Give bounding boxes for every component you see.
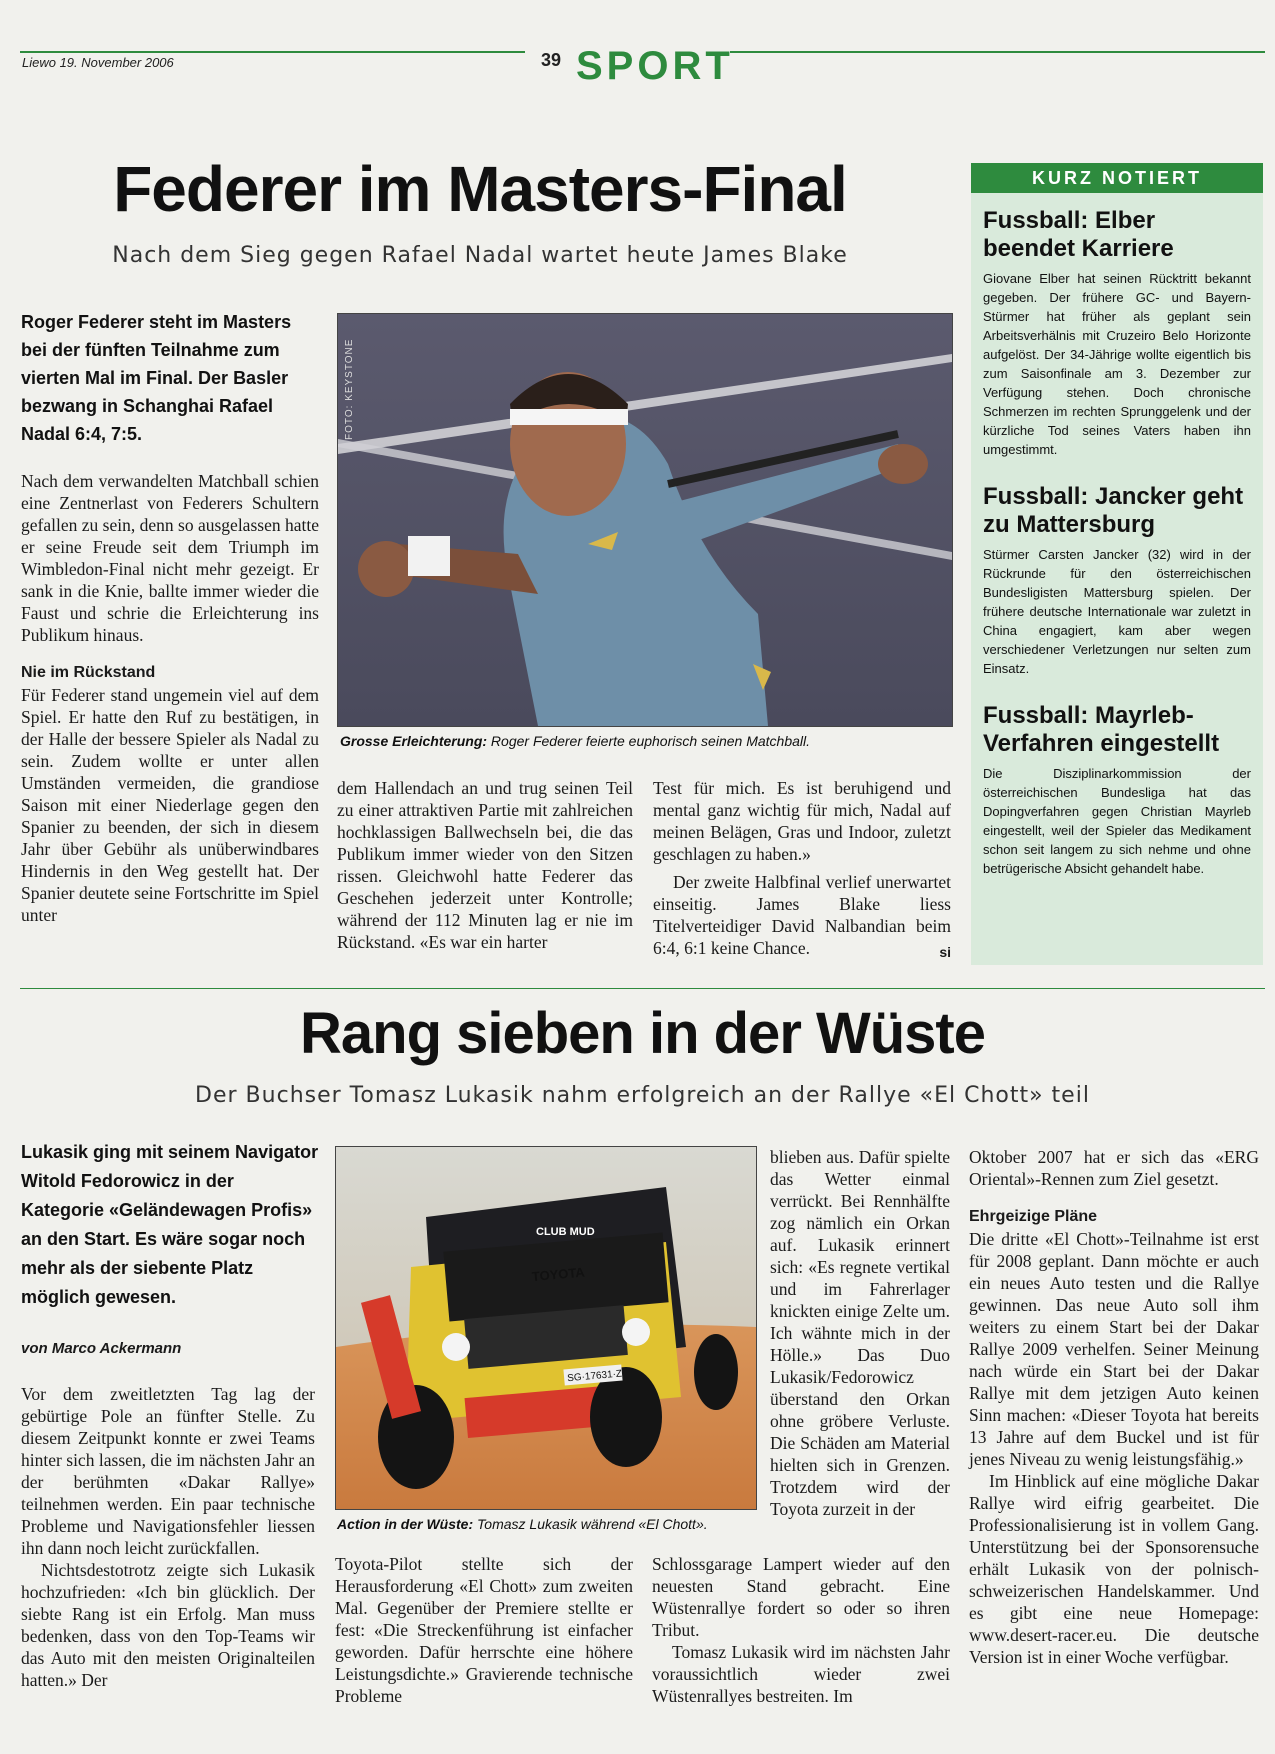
federer-photo-illustration (338, 314, 952, 726)
article2-col4-p1: Oktober 2007 hat er sich das «ERG Oriental»-Rennen zum Ziel gesetzt. (969, 1147, 1259, 1189)
car-plate: SG·17631·Z (566, 1368, 623, 1385)
sidebar-item-text: Stürmer Carsten Jancker (32) wird in der Rückrunde für den österreichischen Bundesligisten Mattersburg spielen. Der frühere deutsche Internationale war zuletzt in China engagiert, kam aber wegen verschiedener Verletzungen nur selten zum Einsatz. (983, 547, 1251, 676)
article1-col2: dem Hallendach an und trug seinen Teil zu einer attraktiven Partie mit zahlreichen hochklassigen Ballwechseln bei, die das Publikum immer wieder von den Sitzen rissen. Gleichwohl hatte Federer das Geschehen jederzeit unter Kontrolle; während der 112 Minuten lag er nie im Rückstand. «Es war ein harter (337, 778, 633, 952)
article1-lead: Roger Federer steht im Masters bei der fünften Teilnahme zum vierten Mal im Final. Der Basler bezwang in Schanghai Rafael Nadal 6:4, 7:5. (21, 312, 292, 444)
sidebar-kurz-notiert (971, 163, 1263, 965)
article2-subheading: Ehrgeizige Pläne (969, 1208, 1098, 1225)
article1-col1-p1: Nach dem verwandelten Matchball schien eine Zentnerlast von Federers Schultern gefallen zu sein, denn so ausgelassen hatte er seine Freude seit dem Triumph im Wimbledon-Final nicht mehr gezeigt. Er sank in die Knie, ballte immer wieder die Faust und schrie die Erleichterung ins Publikum hinaus. (21, 471, 319, 645)
caption-bold: Grosse Erleichterung: (340, 733, 488, 749)
rally-photo-illustration (336, 1147, 756, 1509)
issue-date: Liewo 19. November 2006 (22, 55, 174, 70)
article1-col3-p1: Test für mich. Es ist beruhigend und mental ganz wichtig für mich, Nadal auf meinen Belägen, Gras und Indoor, zuletzt geschlagen zu haben.» (653, 778, 951, 864)
sidebar-item-title: Fussball: Elber beendet Karriere (983, 207, 1174, 262)
article2-col3-bottom (652, 1553, 950, 1707)
article2-col3-p2: Tomasz Lukasik wird im nächsten Jahr voraussichtlich wieder zwei Wüstenrallyes bestreiten. Im (652, 1642, 950, 1706)
article2-col2: Toyota-Pilot stellte sich der Herausforderung «El Chott» zum zweiten Mal. Gegenüber der Premiere stellte er fest: «Die Streckenführung ist einfacher geworden. Dafür herrschte eine höhere Leistungsdichte.» Gravierende technische Probleme (335, 1554, 633, 1706)
article2-col1 (21, 1383, 315, 1691)
article2-col4-p3: Im Hinblick auf eine mögliche Dakar Rallye wird eifrig gearbeitet. Die Professionalisierung ist in vollem Gang. Unterstützung bei der Sponsorensuche erhält Lukasik von der polnisch-schweizerischen Handelskammer. Und es gibt eine neue Homepage: www.desert-racer.eu. Die deutsche Version ist in einer Woche verfügbar. (969, 1471, 1259, 1667)
article1-subheading: Nie im Rückstand (21, 664, 156, 681)
section-title: SPORT (576, 44, 734, 88)
article2-col3-top: blieben aus. Dafür spielte das Wetter einmal verrückt. Bei Rennhälfte zog nämlich ein Orkan auf. Lukasik erinnert sich: «Es regnete vertikal und im Fahrerlager knickten einige Zelte um. Ich wähnte mich in der Hölle.» Das Duo Lukasik/Fedorowicz überstand den Orkan ohne gröbere Verluste. Die Schäden am Material hielten sich in Grenzen. Trotzdem wird der Toyota zurzeit in der (770, 1147, 950, 1519)
article2-col1-p1: Vor dem zweitletzten Tag lag der gebürtige Pole an fünfter Stelle. Zu diesem Zeitpunkt konnte er zwei Teams hinter sich lassen, die im nächsten Jahr an der berühmten «Dakar Rallye» teilnehmen werden. Ein paar technische Probleme und Navigationsfehler liessen ihn dann noch leicht zurückfallen. (21, 1384, 315, 1558)
photo-credit: FOTO: KEYSTONE (344, 338, 355, 440)
article-divider (20, 988, 1265, 989)
article2-lead: Lukasik ging mit seinem Navigator Witold Fedorowicz in der Kategorie «Geländewagen Profis» an den Start. Es wäre sogar noch mehr als der siebente Platz möglich gewesen. (21, 1142, 319, 1307)
article2-byline: von Marco Ackermann (21, 1340, 182, 1357)
federer-photo (337, 313, 953, 727)
article1-col3-p2: Der zweite Halbfinal verlief unerwartet einseitig. James Blake liess Titelverteidiger David Nalbandian beim 6:4, 6:1 keine Chance. (653, 872, 951, 958)
sidebar-item-text: Die Disziplinarkommission der österreichischen Bundesliga hat das Dopingverfahren gegen Christian Mayrleb eingestellt, weil der Spieler das Medikament schon seit langem zu sich nehme und ohne betrügerische Absicht gehandelt habe. (983, 766, 1251, 876)
caption-text: Roger Federer feierte euphorisch seinen Matchball. (487, 733, 810, 749)
article1-headline: Federer im Masters-Final (113, 153, 847, 225)
sidebar-item-title: Fussball: Mayrleb-Verfahren eingestellt (983, 702, 1220, 757)
sidebar-item-text: Giovane Elber hat seinen Rücktritt bekannt gegeben. Der frühere GC- und Bayern-Stürmer hat früher als geplant sein Arbeitsverhälnis mit Cruzeiro Belo Horizonte aufgelöst. Der 34-Jährige wollte eigentlich bis zum Saisonfinale am 3. Dezember zur Verfügung stehen. Doch chronische Schmerzen im rechten Sprunggelenk und der kürzliche Tod seines Vaters haben ihn umgestimmt. (983, 271, 1251, 457)
article1-col3 (653, 777, 951, 959)
sidebar-item-title: Fussball: Jancker geht zu Mattersburg (983, 483, 1244, 538)
car-club-sticker: CLUB MUD (536, 1226, 595, 1238)
article2-col3-p1: Schlossgarage Lampert wieder auf den neuesten Stand gebracht. Eine Wüstenrallye fordert so oder so ihren Tribut. (652, 1554, 950, 1640)
article2-col4-p2: Die dritte «El Chott»-Teilnahme ist erst für 2008 geplant. Dann möchte er auch ein neues Auto testen und die Rallye gewinnen. Das neue Auto soll ihm weiters zu einem Start bei der Dakar Rallye 2009 verhelfen. Seiner Meinung nach würde ein Start bei der Dakar Rallye mit dem jetzigen Auto keinen Sinn machen: «Dieser Toyota hat bereits 13 Jahre auf dem Buckel und ist für jenes Niveau zu wenig leistungsfähig.» (969, 1229, 1259, 1469)
article2-headline: Rang sieben in der Wüste (300, 1001, 985, 1066)
rally-photo-caption (337, 1516, 757, 1532)
article2-col1-p2: Nichtsdestotrotz zeigte sich Lukasik hochzufrieden: «Ich bin glücklich. Der siebte Rang ist ein Erfolg. Man muss bedenken, dass von den Top-Teams wir das Auto mit den meisten Originalteilen hatten.» Der (21, 1560, 315, 1690)
header-rule-left (20, 51, 525, 53)
car-brand: TOYOTA (531, 1264, 586, 1285)
photo-caption (340, 733, 950, 749)
page-number: 39 (541, 50, 562, 70)
caption-text: Tomasz Lukasik während «El Chott». (473, 1516, 708, 1532)
article1-subheadline: Nach dem Sieg gegen Rafael Nadal wartet heute James Blake (112, 243, 848, 268)
article2-col4 (969, 1146, 1259, 1668)
sidebar-header: KURZ NOTIERT (971, 163, 1263, 193)
rally-photo (335, 1146, 757, 1510)
article1-col1-p2: Für Federer stand ungemein viel auf dem Spiel. Er hatte den Ruf zu bestätigen, in der Halle der bessere Spieler als Nadal zu sein. Zudem wollte er unter allen Umständen vermeiden, die grandiose Saison mit einer Niederlage gegen den Spanier zu beenden, der sich in diesem Jahr über Gebühr als unüberwindbares Hindernis in den Weg gestellt hat. Der Spanier deutete seine Fortschritte im Spiel unter (21, 685, 319, 925)
article2-subheadline: Der Buchser Tomasz Lukasik nahm erfolgreich an der Rallye «El Chott» teil (195, 1083, 1090, 1108)
article1-col1 (21, 470, 319, 926)
header-rule-right (730, 51, 1265, 53)
article1-author: si (939, 944, 951, 960)
caption-bold: Action in der Wüste: (337, 1516, 474, 1532)
